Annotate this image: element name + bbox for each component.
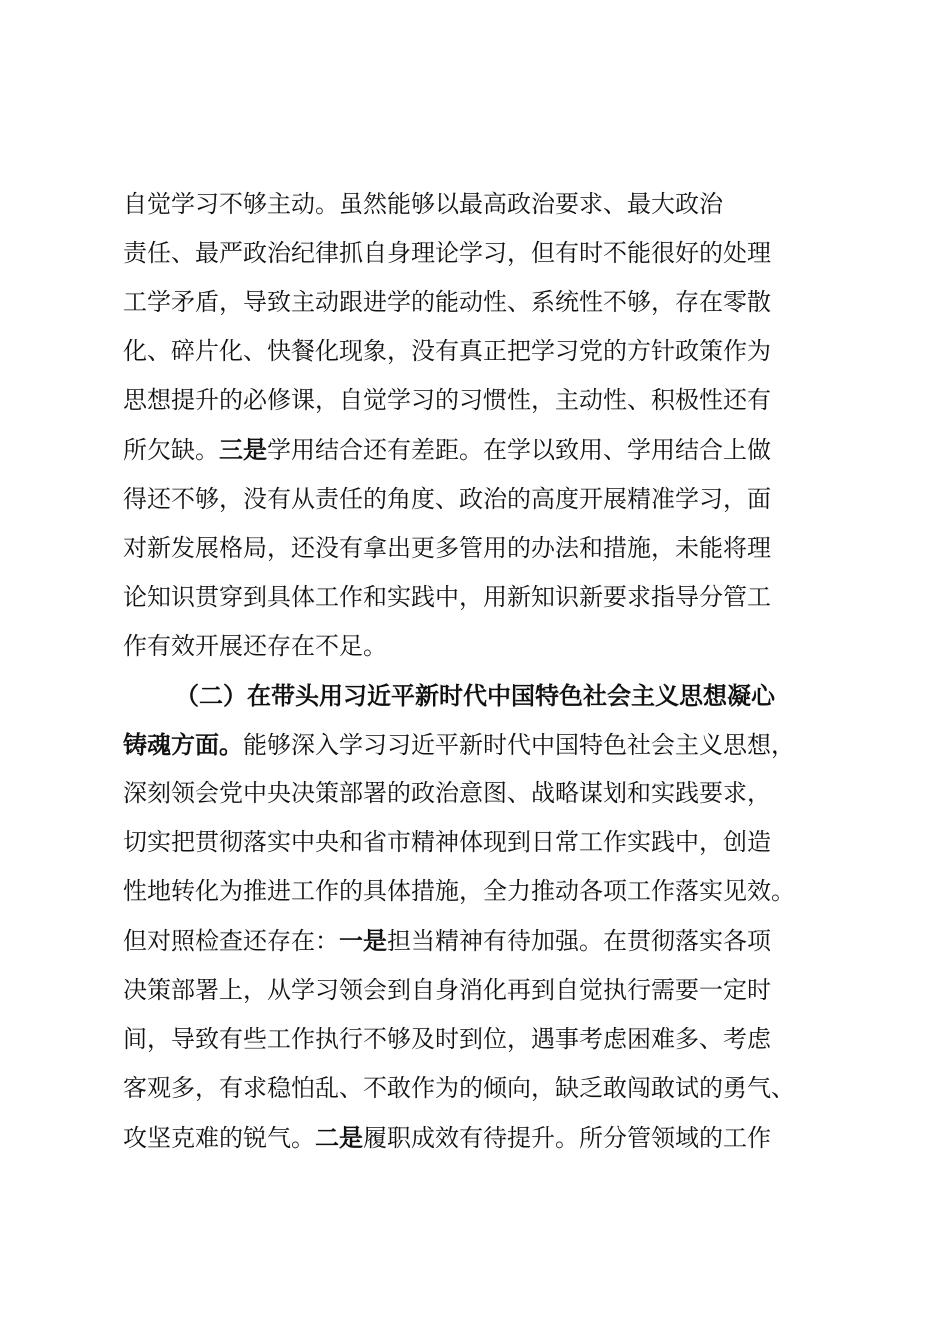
text-segment: 自觉学习不够主动。虽然能够以最高政治要求、最大政治 (123, 190, 723, 218)
text-segment: 深刻领会党中央决策部署的政治意图、战略谋划和实践要求， (123, 779, 771, 808)
bold-text-segment: （二）在带头用习近平新时代中国特色社会主义思想凝心 (175, 680, 775, 710)
text-line (123, 1064, 830, 1113)
text-line (123, 475, 830, 524)
text-segment: 能够深入学习习近平新时代中国特色社会主义思想， (243, 731, 795, 760)
text-line (123, 327, 830, 376)
text-line (123, 966, 830, 1015)
text-segment: 决策部署上，从学习领会到自身消化再到自觉执行需要一定时 (123, 975, 771, 1004)
document-body (123, 180, 830, 1162)
bold-text-segment: 一是 (339, 926, 387, 956)
text-segment: 作有效开展还存在不足。 (123, 631, 387, 660)
text-line (123, 720, 830, 769)
text-segment: 论知识贯穿到具体工作和实践中，用新知识新要求指导分管工 (123, 582, 771, 611)
text-segment: 责任、最严政治纪律抓自身理论学习，但有时不能很好的处理 (123, 239, 771, 268)
bold-text-segment: 二是 (315, 1122, 363, 1152)
text-segment: 担当精神有待加强。在贯彻落实各项 (387, 927, 771, 956)
text-line (123, 1113, 830, 1162)
text-line (123, 818, 830, 867)
text-line (123, 524, 830, 573)
text-line (123, 867, 830, 916)
text-line (123, 376, 830, 425)
text-segment: 性地转化为推进工作的具体措施，全力推动各项工作落实见效。 (123, 877, 795, 906)
text-segment: 客观多，有求稳怕乱、不敢作为的倾向，缺乏敢闯敢试的勇气、 (123, 1073, 795, 1102)
text-line (123, 229, 830, 278)
text-segment: 学用结合还有差距。在学以致用、学用结合上做 (267, 436, 771, 465)
bold-text-segment: 铸魂方面。 (123, 730, 243, 760)
text-line (123, 180, 830, 229)
text-segment: 切实把贯彻落实中央和省市精神体现到日常工作实践中，创造 (123, 828, 771, 857)
text-line (123, 1015, 830, 1064)
text-line (123, 769, 830, 818)
text-line (123, 916, 830, 965)
text-line (123, 573, 830, 622)
text-segment: 对新发展格局，还没有拿出更多管用的办法和措施，未能将理 (123, 533, 771, 562)
text-segment: 化、碎片化、快餐化现象，没有真正把学习党的方针政策作为 (123, 337, 771, 366)
text-segment: 攻坚克难的锐气。 (123, 1123, 315, 1152)
text-line (123, 622, 830, 671)
bold-text-segment: 三是 (219, 435, 267, 465)
text-segment: 思想提升的必修课，自觉学习的习惯性，主动性、积极性还有 (123, 386, 771, 415)
text-segment: 但对照检查还存在： (123, 927, 339, 956)
text-segment: 间，导致有些工作执行不够及时到位，遇事考虑困难多、考虑 (123, 1024, 771, 1053)
text-segment: 所欠缺。 (123, 436, 219, 465)
text-segment: 履职成效有待提升。所分管领域的工作 (363, 1123, 771, 1152)
text-line (123, 671, 830, 720)
paragraph (123, 671, 830, 1162)
paragraph (123, 180, 830, 671)
text-segment: 得还不够，没有从责任的角度、政治的高度开展精准学习，面 (123, 484, 771, 513)
text-line (123, 425, 830, 474)
text-segment: 工学矛盾，导致主动跟进学的能动性、系统性不够，存在零散 (123, 288, 771, 317)
text-line (123, 278, 830, 327)
